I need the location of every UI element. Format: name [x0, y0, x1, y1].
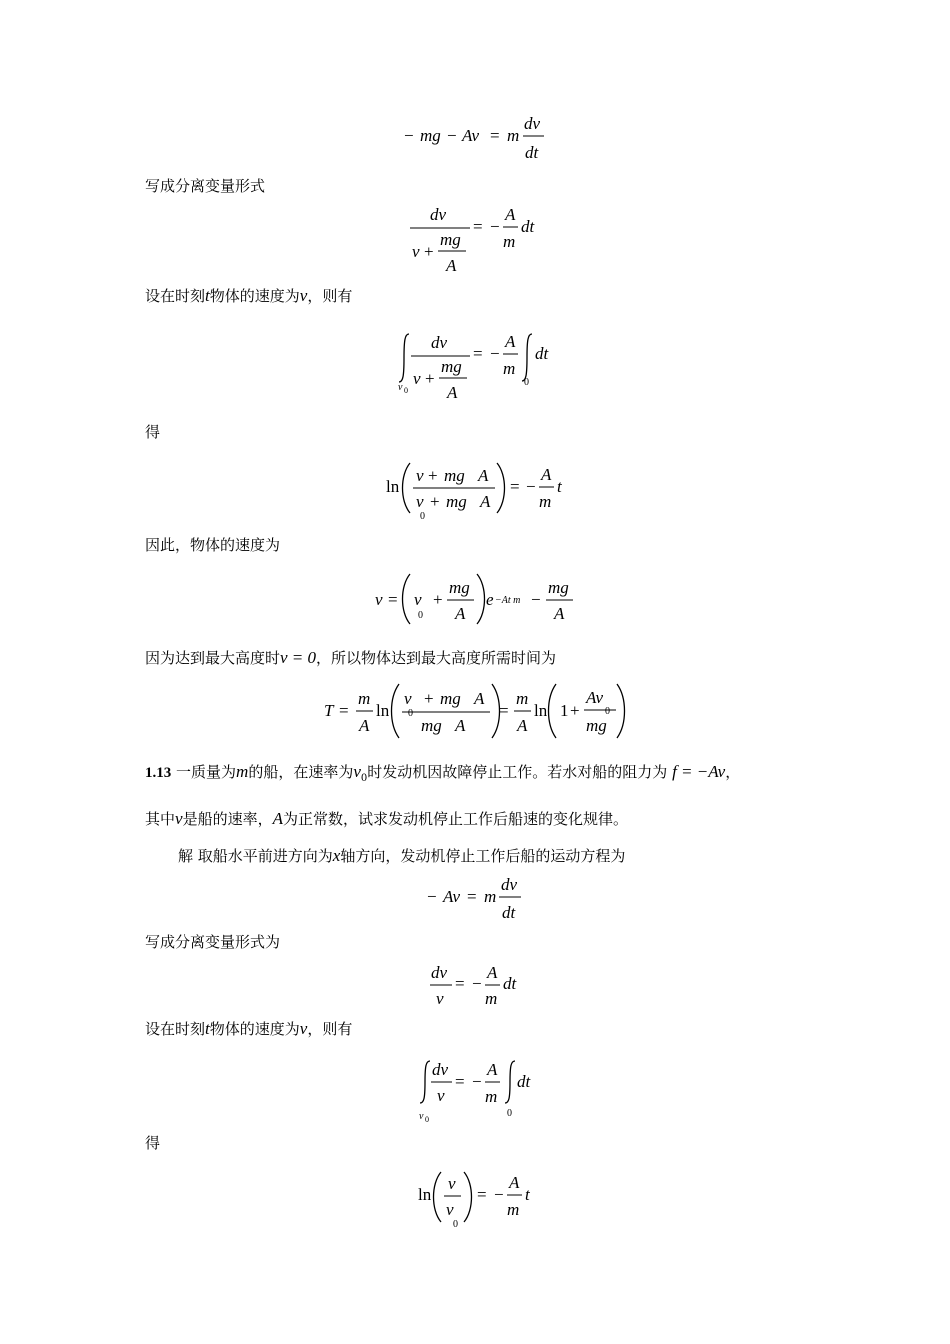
- equation-4: [0, 455, 950, 525]
- svg-text:0: 0: [420, 511, 425, 522]
- svg-text:=: =: [388, 590, 398, 609]
- svg-text:−: −: [526, 477, 536, 496]
- svg-text:v: v: [404, 689, 412, 708]
- svg-text:e: e: [486, 590, 494, 609]
- svg-text:Av: Av: [462, 126, 479, 145]
- svg-text:mg: mg: [441, 357, 462, 376]
- svg-text:A: A: [480, 492, 491, 511]
- equation-2: [0, 200, 950, 280]
- svg-text:+: +: [570, 701, 580, 720]
- svg-text:=: =: [473, 217, 483, 236]
- svg-text:m: m: [507, 126, 520, 145]
- svg-text:dv: dv: [501, 875, 518, 894]
- svg-text:v: v: [437, 1086, 445, 1105]
- svg-text:mg: mg: [420, 126, 441, 145]
- svg-text:dv: dv: [430, 205, 447, 224]
- svg-text:dv: dv: [431, 963, 448, 982]
- svg-text:mg: mg: [586, 716, 607, 735]
- svg-text:v: v: [416, 492, 424, 511]
- text-set-velocity-2: 设在时刻t物体的速度为v，则有: [145, 1019, 353, 1038]
- svg-text:m: m: [484, 887, 497, 906]
- svg-text:0: 0: [453, 1219, 458, 1230]
- svg-text:m: m: [503, 232, 516, 251]
- equation-9: [0, 1052, 950, 1128]
- svg-text:0: 0: [425, 1115, 429, 1124]
- svg-text:−: −: [494, 1185, 504, 1204]
- svg-text:m: m: [503, 359, 516, 378]
- svg-text:dv: dv: [432, 1060, 449, 1079]
- svg-text:−: −: [490, 217, 500, 236]
- svg-text:−: −: [472, 1072, 482, 1091]
- svg-text:t: t: [525, 1185, 530, 1204]
- svg-text:0: 0: [524, 377, 529, 388]
- svg-text:ln: ln: [386, 477, 400, 496]
- svg-text:v: v: [446, 1200, 454, 1219]
- svg-text:mg: mg: [444, 466, 465, 485]
- text-set-velocity-1: 设在时刻t物体的速度为v，则有: [145, 286, 353, 305]
- text-obtain-2: 得: [145, 1134, 161, 1152]
- svg-text:mg: mg: [440, 689, 461, 708]
- svg-text:ln: ln: [418, 1185, 432, 1204]
- svg-text:mg: mg: [548, 578, 569, 597]
- svg-text:−: −: [427, 887, 437, 906]
- svg-text:+: +: [433, 590, 443, 609]
- svg-text:v: v: [419, 1111, 424, 1122]
- svg-text:0: 0: [418, 610, 423, 621]
- svg-text:v: v: [416, 466, 424, 485]
- svg-text:=: =: [467, 887, 477, 906]
- svg-text:0: 0: [408, 708, 413, 719]
- svg-text:v: v: [375, 590, 383, 609]
- svg-text:0: 0: [404, 386, 408, 395]
- svg-text:A: A: [505, 332, 516, 351]
- svg-text:A: A: [446, 256, 457, 275]
- svg-text:v: v: [414, 590, 422, 609]
- svg-text:A: A: [447, 383, 458, 402]
- svg-text:+: +: [428, 466, 438, 485]
- text-obtain-1: 得: [145, 423, 161, 441]
- problem-statement-line-1: 1.13 一质量为m的船，在速率为$v_0$时发动机因故障停止工作。若水对船的阻力为 f = −Av，: [145, 762, 741, 784]
- svg-text:mg: mg: [421, 716, 442, 735]
- equation-5: [0, 568, 950, 630]
- text-max-height: 因为达到最大高度时v = 0，所以物体达到最大高度所需时间为: [145, 648, 557, 667]
- svg-text:dt: dt: [521, 217, 535, 236]
- svg-text:A: A: [517, 716, 528, 735]
- svg-text:=: =: [455, 1072, 465, 1091]
- svg-text:v: v: [448, 1174, 456, 1193]
- equation-3: [0, 320, 950, 410]
- svg-text:0: 0: [507, 1108, 512, 1119]
- svg-text:Av: Av: [443, 887, 460, 906]
- svg-text:v: v: [436, 989, 444, 1008]
- svg-text:dv: dv: [524, 114, 541, 133]
- svg-text:m: m: [539, 492, 552, 511]
- svg-text:A: A: [487, 963, 498, 982]
- svg-text:ln: ln: [376, 701, 390, 720]
- svg-text:m: m: [485, 989, 498, 1008]
- svg-text:A: A: [455, 604, 466, 623]
- equation-10: [0, 1166, 950, 1230]
- svg-text:−: −: [472, 974, 482, 993]
- svg-text:A: A: [474, 689, 485, 708]
- equation-6: [0, 676, 950, 746]
- svg-text:A: A: [505, 205, 516, 224]
- solution-intro: 解 取船水平前进方向为x轴方向，发动机停止工作后船的运动方程为: [178, 846, 626, 865]
- svg-text:1: 1: [560, 701, 569, 720]
- svg-text:dt: dt: [535, 344, 549, 363]
- svg-text:A: A: [359, 716, 370, 735]
- svg-text:dt: dt: [525, 143, 539, 162]
- svg-text:dt: dt: [503, 974, 517, 993]
- text-separate-form-2: 写成分离变量形式为: [145, 933, 281, 951]
- text-therefore: 因此，物体的速度为: [145, 536, 281, 554]
- svg-text:=: =: [339, 701, 349, 720]
- svg-text:dv: dv: [431, 333, 448, 352]
- svg-text:−: −: [447, 126, 457, 145]
- svg-text:−: −: [490, 344, 500, 363]
- svg-text:−: −: [404, 126, 414, 145]
- equation-1: [0, 110, 950, 170]
- svg-text:A: A: [554, 604, 565, 623]
- svg-text:mg: mg: [449, 578, 470, 597]
- svg-text:m: m: [507, 1200, 520, 1219]
- svg-text:=: =: [499, 701, 509, 720]
- equation-7: [0, 870, 950, 926]
- svg-text:+: +: [425, 369, 435, 388]
- svg-text:m: m: [485, 1087, 498, 1106]
- svg-text:=: =: [473, 344, 483, 363]
- svg-text:A: A: [541, 465, 552, 484]
- problem-statement-line-2: 其中v是船的速率，A为正常数，试求发动机停止工作后船速的变化规律。: [145, 809, 628, 828]
- svg-text:t: t: [557, 477, 562, 496]
- text-separate-form: 写成分离变量形式: [145, 177, 266, 195]
- svg-text:−At m: −At m: [495, 595, 521, 606]
- svg-text:=: =: [490, 126, 500, 145]
- svg-text:v: v: [413, 369, 421, 388]
- svg-text:mg: mg: [440, 230, 461, 249]
- svg-text:+: +: [430, 492, 440, 511]
- svg-text:+: +: [424, 689, 434, 708]
- svg-text:A: A: [487, 1060, 498, 1079]
- svg-text:mg: mg: [446, 492, 467, 511]
- svg-text:A: A: [509, 1173, 520, 1192]
- svg-text:ln: ln: [534, 701, 548, 720]
- svg-text:=: =: [455, 974, 465, 993]
- svg-text:A: A: [478, 466, 489, 485]
- svg-text:0: 0: [605, 706, 610, 717]
- svg-text:m: m: [516, 689, 529, 708]
- svg-text:T: T: [324, 701, 334, 720]
- svg-text:dt: dt: [502, 903, 516, 922]
- svg-text:Av: Av: [586, 688, 603, 707]
- svg-text:A: A: [455, 716, 466, 735]
- svg-text:=: =: [477, 1185, 487, 1204]
- svg-text:+: +: [424, 242, 434, 261]
- svg-text:−: −: [531, 590, 541, 609]
- svg-text:dt: dt: [517, 1072, 531, 1091]
- svg-text:v: v: [398, 382, 403, 393]
- equation-8: [0, 958, 950, 1010]
- svg-text:m: m: [358, 689, 371, 708]
- svg-text:v: v: [412, 242, 420, 261]
- svg-text:=: =: [510, 477, 520, 496]
